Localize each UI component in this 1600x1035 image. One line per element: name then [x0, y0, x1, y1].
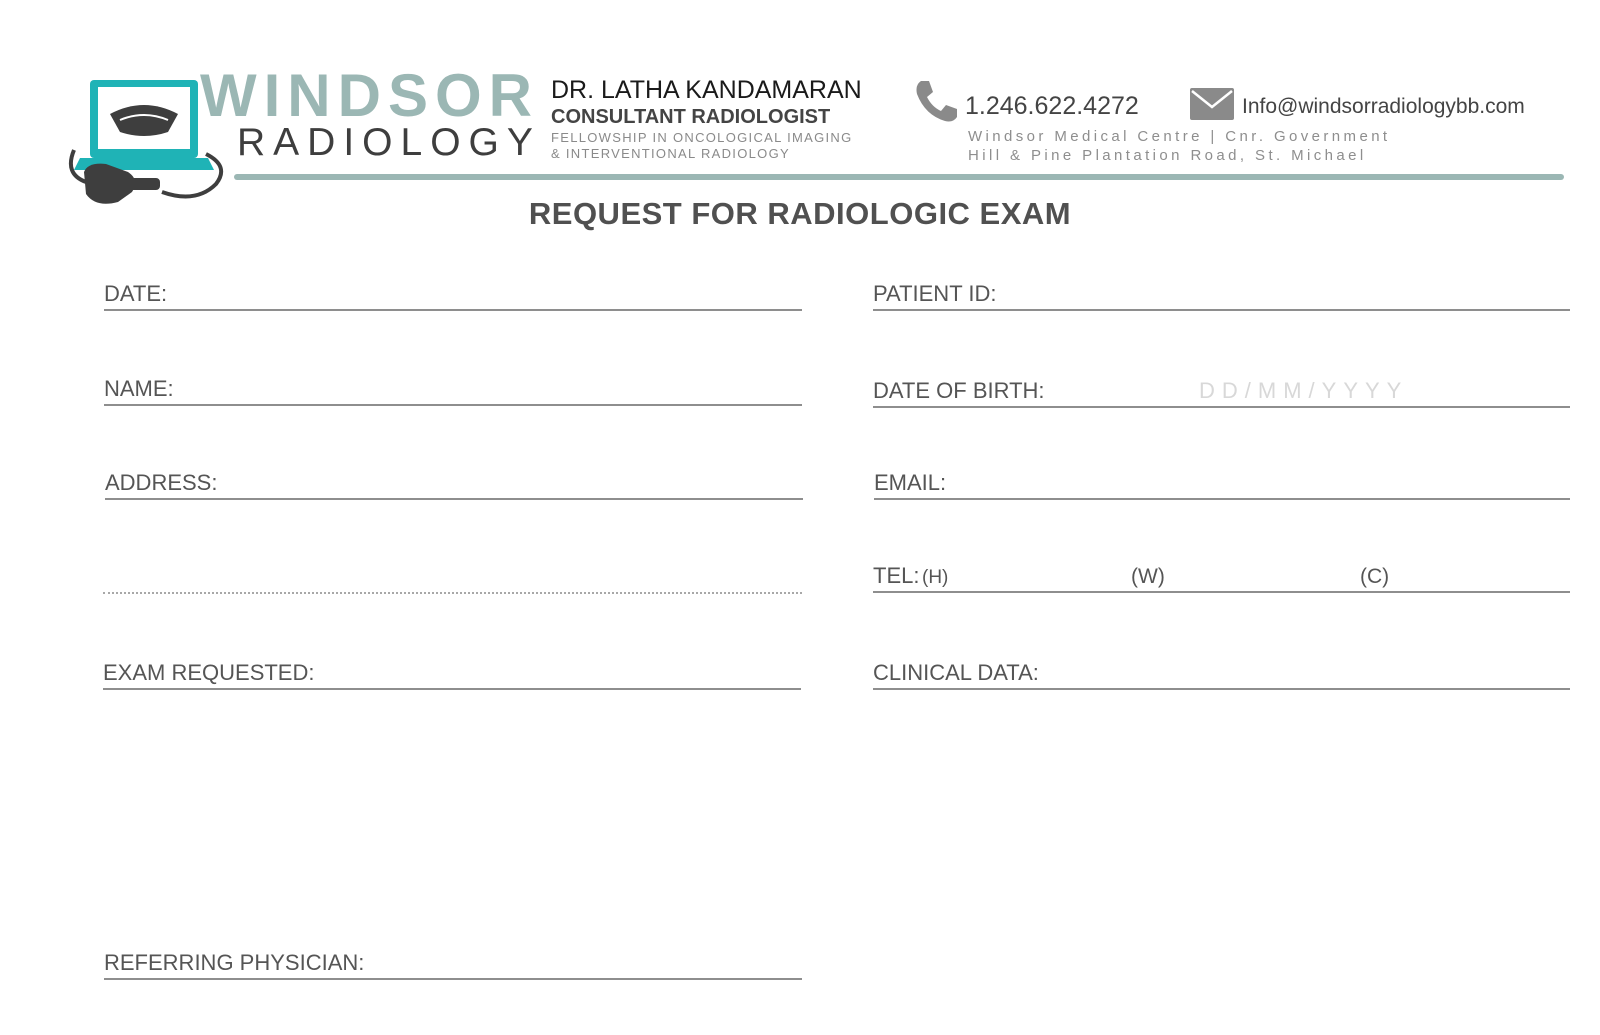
brand-name-windsor: WINDSOR	[200, 62, 539, 129]
form-title: REQUEST FOR RADIOLOGIC EXAM	[528, 196, 1072, 231]
telephone-field[interactable]	[873, 553, 1570, 593]
address-field[interactable]	[105, 460, 803, 500]
envelope-icon	[1190, 88, 1234, 120]
name-field[interactable]	[104, 366, 802, 406]
referring-physician-field[interactable]	[104, 940, 802, 980]
exam-requested-label: EXAM REQUESTED:	[103, 660, 315, 685]
brand-name-radiology: RADIOLOGY	[237, 121, 541, 164]
telephone-cell-label: (C)	[1360, 565, 1390, 588]
date-of-birth-field[interactable]	[873, 368, 1570, 408]
email-field[interactable]	[874, 460, 1570, 500]
phone-number: 1.246.622.4272	[965, 92, 1139, 120]
address-line-2: Hill & Pine Plantation Road, St. Michael	[968, 147, 1367, 164]
exam-requested-field[interactable]	[103, 650, 801, 690]
fellowship-line-1: FELLOWSHIP IN ONCOLOGICAL IMAGING	[551, 130, 853, 145]
patient-id-label: PATIENT ID:	[873, 281, 997, 306]
date-of-birth-placeholder: DD/MM/YYYY	[1199, 378, 1409, 403]
date-label: DATE:	[104, 281, 168, 306]
telephone-work-label: (W)	[1131, 565, 1165, 588]
referring-physician-label: REFERRING PHYSICIAN:	[104, 950, 365, 975]
date-of-birth-label: DATE OF BIRTH:	[873, 378, 1045, 403]
address-line-1: Windsor Medical Centre | Cnr. Government	[968, 128, 1391, 145]
name-label: NAME:	[104, 376, 174, 401]
address-label: ADDRESS:	[105, 470, 218, 495]
patient-id-field[interactable]	[873, 271, 1570, 311]
clinical-data-label: CLINICAL DATA:	[873, 660, 1039, 685]
date-field[interactable]	[104, 271, 802, 311]
contact-email: Info@windsorradiologybb.com	[1242, 95, 1525, 118]
header-divider	[234, 174, 1564, 180]
telephone-home-label: (H)	[922, 567, 949, 588]
phone-icon	[913, 78, 959, 124]
clinical-data-field[interactable]	[873, 650, 1570, 690]
fellowship-line-2: & INTERVENTIONAL RADIOLOGY	[551, 146, 790, 161]
doctor-name: DR. LATHA KANDAMARAN	[551, 76, 862, 104]
doctor-title: CONSULTANT RADIOLOGIST	[551, 106, 831, 128]
email-label: EMAIL:	[874, 470, 947, 495]
address-line-2-field[interactable]	[103, 591, 802, 594]
telephone-label: TEL:	[873, 563, 920, 588]
